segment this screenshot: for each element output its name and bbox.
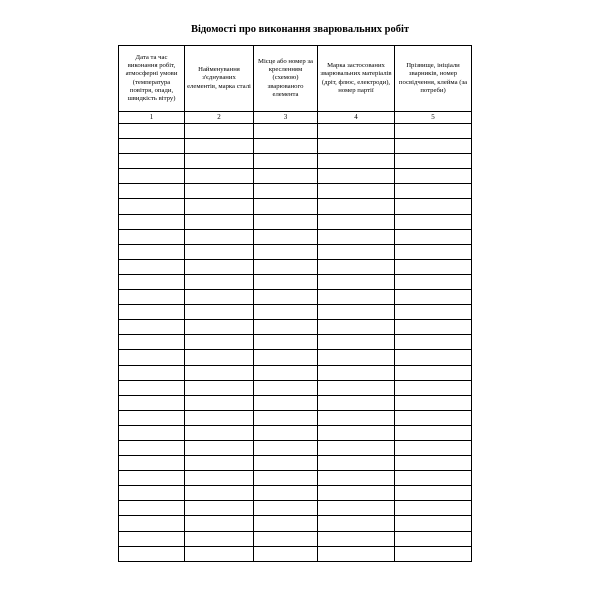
table-cell[interactable]: [254, 274, 318, 289]
table-cell[interactable]: [318, 169, 395, 184]
table-cell[interactable]: [254, 124, 318, 139]
table-cell[interactable]: [318, 546, 395, 561]
table-cell[interactable]: [318, 456, 395, 471]
table-cell[interactable]: [395, 124, 472, 139]
table-row: [119, 471, 472, 486]
table-cell[interactable]: [185, 199, 254, 214]
table-cell[interactable]: [254, 139, 318, 154]
table-row: [119, 546, 472, 561]
table-cell[interactable]: [254, 501, 318, 516]
table-row: [119, 486, 472, 501]
table-header-row: [119, 46, 472, 112]
table-cell[interactable]: [318, 395, 395, 410]
table-cell[interactable]: [395, 169, 472, 184]
table-cell[interactable]: [318, 184, 395, 199]
table-cell[interactable]: [254, 320, 318, 335]
table-cell[interactable]: [318, 440, 395, 455]
table-cell[interactable]: [395, 456, 472, 471]
table-cell[interactable]: [254, 335, 318, 350]
table-cell[interactable]: [119, 169, 185, 184]
table-cell[interactable]: [119, 486, 185, 501]
table-cell[interactable]: [395, 440, 472, 455]
table-row: [119, 335, 472, 350]
header-elements-steel: Найменування з'єднуваних елементів, марка сталі: [185, 46, 254, 112]
table-cell[interactable]: [395, 501, 472, 516]
table-cell[interactable]: [395, 244, 472, 259]
table-cell[interactable]: [254, 516, 318, 531]
table-cell[interactable]: [318, 486, 395, 501]
table-row: [119, 199, 472, 214]
table-cell[interactable]: [318, 425, 395, 440]
table-row: [119, 124, 472, 139]
table-cell[interactable]: [254, 229, 318, 244]
table-cell[interactable]: [318, 214, 395, 229]
table-cell[interactable]: [119, 456, 185, 471]
table-cell[interactable]: [395, 531, 472, 546]
table-cell[interactable]: [254, 350, 318, 365]
table-cell[interactable]: [318, 320, 395, 335]
table-cell[interactable]: [185, 425, 254, 440]
table-cell[interactable]: [318, 290, 395, 305]
table-cell[interactable]: [254, 305, 318, 320]
table-cell[interactable]: [395, 139, 472, 154]
table-cell[interactable]: [395, 305, 472, 320]
table-cell[interactable]: [185, 350, 254, 365]
table-cell[interactable]: [318, 244, 395, 259]
table-cell[interactable]: [395, 199, 472, 214]
table-cell[interactable]: [395, 320, 472, 335]
table-cell[interactable]: [185, 124, 254, 139]
table-cell[interactable]: [395, 546, 472, 561]
table-cell[interactable]: [119, 471, 185, 486]
table-cell[interactable]: [119, 199, 185, 214]
table-cell[interactable]: [254, 546, 318, 561]
table-row: [119, 169, 472, 184]
page-title: Відомості про виконання зварювальних робіт: [190, 24, 410, 35]
table-cell[interactable]: [119, 410, 185, 425]
table-cell[interactable]: [119, 290, 185, 305]
table-cell[interactable]: [119, 531, 185, 546]
table-cell[interactable]: [119, 516, 185, 531]
table-cell[interactable]: [395, 380, 472, 395]
table-cell[interactable]: [318, 471, 395, 486]
table-cell[interactable]: [254, 471, 318, 486]
table-cell[interactable]: [254, 486, 318, 501]
table-cell[interactable]: [119, 229, 185, 244]
table-cell[interactable]: [318, 531, 395, 546]
table-cell[interactable]: [119, 546, 185, 561]
table-row: [119, 456, 472, 471]
table-cell[interactable]: [185, 365, 254, 380]
table-cell[interactable]: [254, 410, 318, 425]
table-cell[interactable]: [318, 380, 395, 395]
table-cell[interactable]: [119, 350, 185, 365]
table-cell[interactable]: [185, 335, 254, 350]
table-cell[interactable]: [254, 259, 318, 274]
table-cell[interactable]: [185, 214, 254, 229]
table-cell[interactable]: [185, 290, 254, 305]
table-cell[interactable]: [119, 259, 185, 274]
table-cell[interactable]: [185, 486, 254, 501]
table-cell[interactable]: [318, 124, 395, 139]
table-cell[interactable]: [185, 139, 254, 154]
header-welder-info: Прізвище, ініціали зварників, номер посвідчення, клейма (за потреби): [395, 46, 472, 112]
table-row: [119, 320, 472, 335]
table-cell[interactable]: [254, 214, 318, 229]
table-cell[interactable]: [254, 290, 318, 305]
table-cell[interactable]: [185, 244, 254, 259]
table-cell[interactable]: [318, 154, 395, 169]
header-welding-materials: Марка застосованих зварювальних матеріалів (дріт, флюс, електроди), номер партії: [318, 46, 395, 112]
table-cell[interactable]: [395, 154, 472, 169]
table-row: [119, 139, 472, 154]
table-cell[interactable]: [395, 365, 472, 380]
table-cell[interactable]: [318, 139, 395, 154]
table-cell[interactable]: [185, 305, 254, 320]
table-row: [119, 365, 472, 380]
table-cell[interactable]: [119, 214, 185, 229]
column-number: 4: [318, 112, 395, 124]
table-cell[interactable]: [119, 154, 185, 169]
table-cell[interactable]: [185, 184, 254, 199]
table-row: [119, 259, 472, 274]
table-cell[interactable]: [395, 350, 472, 365]
table-cell[interactable]: [395, 516, 472, 531]
table-cell[interactable]: [185, 440, 254, 455]
table-cell[interactable]: [185, 380, 254, 395]
table-cell[interactable]: [185, 410, 254, 425]
table-cell[interactable]: [254, 154, 318, 169]
table-cell[interactable]: [318, 259, 395, 274]
table-cell[interactable]: [318, 305, 395, 320]
table-cell[interactable]: [254, 184, 318, 199]
table-row: [119, 214, 472, 229]
table-cell[interactable]: [185, 456, 254, 471]
table-row: [119, 531, 472, 546]
column-number: 5: [395, 112, 472, 124]
column-number: 2: [185, 112, 254, 124]
table-cell[interactable]: [395, 214, 472, 229]
header-date-conditions: Дата та час виконання робіт, атмосферні умови (температура повітря, опади, швидкість вітру): [119, 46, 185, 112]
table-cell[interactable]: [185, 516, 254, 531]
table-cell[interactable]: [254, 365, 318, 380]
table-cell[interactable]: [185, 169, 254, 184]
welding-works-table: [118, 45, 472, 562]
table-cell[interactable]: [318, 350, 395, 365]
table-cell[interactable]: [119, 335, 185, 350]
table-row: [119, 516, 472, 531]
table-cell[interactable]: [395, 410, 472, 425]
table-cell[interactable]: [185, 320, 254, 335]
table-cell[interactable]: [119, 139, 185, 154]
table-row: [119, 410, 472, 425]
table-cell[interactable]: [254, 244, 318, 259]
table-cell[interactable]: [395, 486, 472, 501]
table-cell[interactable]: [395, 335, 472, 350]
header-drawing-location: Місце або номер за кресленням (схемою) зварюваного елемента: [254, 46, 318, 112]
table-row: [119, 425, 472, 440]
table-cell[interactable]: [254, 380, 318, 395]
table-cell[interactable]: [119, 305, 185, 320]
table-cell[interactable]: [395, 471, 472, 486]
table-cell[interactable]: [119, 124, 185, 139]
table-cell[interactable]: [185, 531, 254, 546]
table-cell[interactable]: [318, 274, 395, 289]
table-row: [119, 154, 472, 169]
table-cell[interactable]: [395, 425, 472, 440]
table-row: [119, 380, 472, 395]
table-row: [119, 350, 472, 365]
table-row: [119, 290, 472, 305]
table-cell[interactable]: [254, 199, 318, 214]
table-cell[interactable]: [395, 229, 472, 244]
table-cell[interactable]: [185, 395, 254, 410]
table-cell[interactable]: [185, 259, 254, 274]
table-cell[interactable]: [254, 425, 318, 440]
table-cell[interactable]: [119, 274, 185, 289]
table-cell[interactable]: [185, 501, 254, 516]
table-cell[interactable]: [119, 380, 185, 395]
table-cell[interactable]: [318, 516, 395, 531]
table-cell[interactable]: [318, 229, 395, 244]
table-cell[interactable]: [185, 546, 254, 561]
table-row: [119, 229, 472, 244]
table-cell[interactable]: [185, 229, 254, 244]
table-cell[interactable]: [395, 184, 472, 199]
table-cell[interactable]: [318, 410, 395, 425]
table-cell[interactable]: [254, 456, 318, 471]
table-row: [119, 184, 472, 199]
table-cell[interactable]: [119, 365, 185, 380]
table-cell[interactable]: [119, 244, 185, 259]
table-row: [119, 305, 472, 320]
table-cell[interactable]: [318, 501, 395, 516]
table-cell[interactable]: [318, 365, 395, 380]
table-cell[interactable]: [185, 471, 254, 486]
table-cell[interactable]: [119, 440, 185, 455]
table-cell[interactable]: [119, 425, 185, 440]
table-body: [119, 124, 472, 562]
table-cell[interactable]: [119, 395, 185, 410]
table-cell[interactable]: [395, 290, 472, 305]
table-row: [119, 501, 472, 516]
table-cell[interactable]: [119, 320, 185, 335]
table-cell[interactable]: [254, 531, 318, 546]
column-number: 1: [119, 112, 185, 124]
table-cell[interactable]: [185, 154, 254, 169]
table-cell[interactable]: [254, 440, 318, 455]
column-number-row: [119, 112, 472, 124]
table-row: [119, 274, 472, 289]
table-cell[interactable]: [185, 274, 254, 289]
table-row: [119, 440, 472, 455]
table-cell[interactable]: [254, 395, 318, 410]
table-cell[interactable]: [119, 501, 185, 516]
column-number: 3: [254, 112, 318, 124]
table-row: [119, 244, 472, 259]
table-row: [119, 395, 472, 410]
table-cell[interactable]: [395, 395, 472, 410]
table-cell[interactable]: [395, 259, 472, 274]
table-cell[interactable]: [119, 184, 185, 199]
table-cell[interactable]: [318, 335, 395, 350]
table-cell[interactable]: [318, 199, 395, 214]
table-cell[interactable]: [395, 274, 472, 289]
table-cell[interactable]: [254, 169, 318, 184]
